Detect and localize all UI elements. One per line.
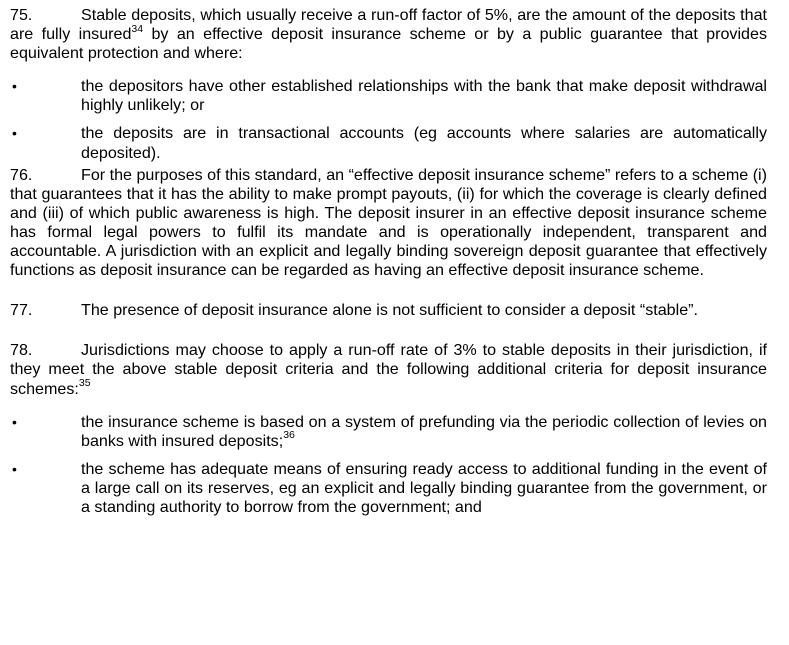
- bullet-icon: •: [12, 125, 17, 142]
- paragraph-text: The presence of deposit insurance alone is not sufficient to consider a deposit “stable”.: [81, 301, 698, 320]
- paragraph-78: [10, 341, 767, 398]
- list-item-text: the deposits are in transactional accounts (eg accounts where salaries are automatically deposited).: [81, 124, 767, 162]
- list-item: [10, 413, 767, 451]
- footnote-ref-34[interactable]: 34: [131, 22, 144, 35]
- document-page: [10, 6, 767, 517]
- list-item: [10, 124, 767, 162]
- paragraph-number: 78.: [10, 341, 33, 360]
- paragraph-text: For the purposes of this standard, an “effective deposit insurance scheme” refers to a scheme (i) that guarantees that it has the ability to make prompt payouts, (ii) for which the coverage is clearly defined and (iii) of which public awareness is high. The deposit insurer in an effective deposit insurance scheme has formal legal powers to fulfil its mandate and is operationally independent, transparent and accountable. A jurisdiction with an explicit and legally binding sovereign deposit guarantee that effectively functions as deposit insurance can be regarded as having an effective deposit insurance scheme.: [10, 165, 767, 280]
- bullet-icon: •: [12, 78, 17, 95]
- bullet-icon: •: [12, 460, 17, 477]
- paragraph-76: [10, 166, 767, 281]
- paragraph-text: Jurisdictions may choose to apply a run-off rate of 3% to stable deposits in their jurisdiction, if they meet the above stable deposit criteria and the following additional criteria for deposit insurance schemes:: [10, 341, 767, 398]
- list-item: [10, 77, 767, 115]
- list-item-text: the insurance scheme is based on a system of prefunding via the periodic collection of levies on banks with insured deposits;: [81, 412, 767, 450]
- list-item: [10, 460, 767, 517]
- paragraph-number: 77.: [10, 301, 33, 320]
- list-item-text: the scheme has adequate means of ensuring ready access to additional funding in the event of a large call on its reserves, eg an explicit and legally binding guarantee from the government, or a standing authority to borrow from the government; and: [81, 459, 767, 516]
- footnote-ref-35[interactable]: 35: [78, 377, 91, 390]
- paragraph-text: Stable deposits, which usually receive a run-off factor of 5%, are the amount of the deposits that are fully insured: [10, 6, 767, 44]
- bullet-icon: •: [12, 413, 17, 430]
- footnote-ref-36[interactable]: 36: [283, 429, 295, 442]
- list-item-text: the depositors have other established relationships with the bank that make deposit withdrawal highly unlikely; or: [81, 77, 767, 115]
- paragraph-75: [10, 6, 767, 63]
- paragraph-number: 75.: [10, 6, 33, 24]
- paragraph-text-cont: by an effective deposit insurance scheme or by a public guarantee that provides equivalent protection and where:: [10, 25, 768, 63]
- paragraph-number: 76.: [10, 165, 33, 184]
- paragraph-77: [10, 301, 767, 320]
